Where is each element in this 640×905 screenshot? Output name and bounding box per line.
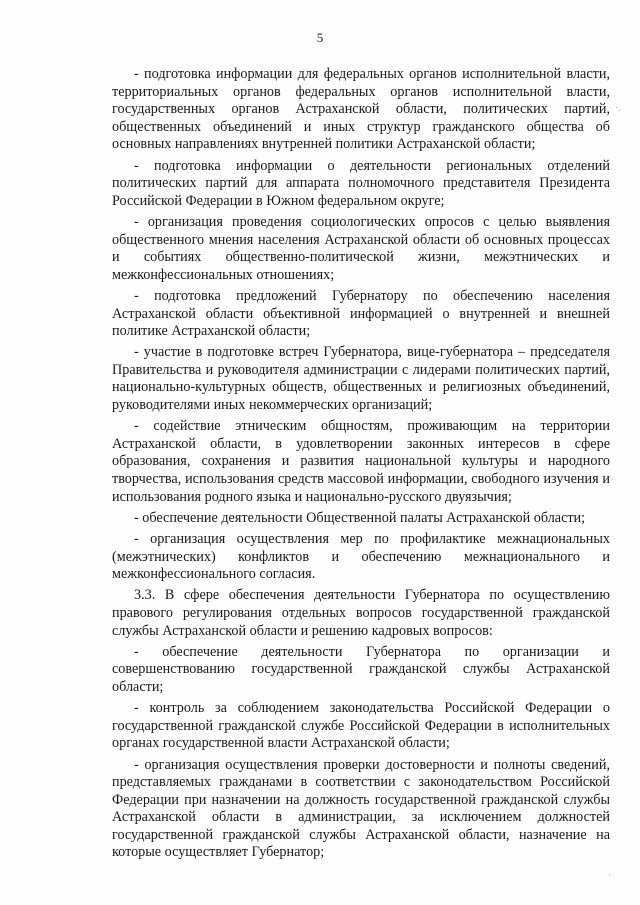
scan-artifact: · [611,475,615,486]
paragraph-party-info: - подготовка информации о деятельности региональных отделений политических партий для аппарата полномочного представителя Президента Российской Федерации в Южном федеральном округе; [112,157,610,209]
paragraph-verification: - организация осуществления проверки достоверности и полноты сведений, представляемых гражданами в соответствии с законодательством Российской Федерации при назначении на должность государственной гражданской службы Астраханской области в администрации, за исключением должностей государственной гражданской службы Астраханской области, назначение на которые осуществляет Губернатор; [112,756,610,861]
paragraph-federal-info: - подготовка информации для федеральных органов исполнительной власти, территориальных органов федеральных органов исполнительной власти, государственных органов Астраханской области, политических партий, общественных объединений и иных структур гражданского общества об основных направлениях внутренней политики Астраханской области; [112,66,610,153]
paragraph-meetings: - участие в подготовке встреч Губернатора, вице-губернатора – председателя Правительства и руководителя администрации с лидерами политических партий, национально-культурных обществ, общественных и религиозных объединений, руководителями иных некоммерческих организаций; [112,344,610,414]
paragraph-ethnic-communities: - содействие этническим общностям, проживающим на территории Астраханской области, в удовлетворении законных интересов в сфере образования, сохранения и развития национальной культуры и народного творчества, использования средств массовой информации, свободного изучения и использования родного языка и национально-русского двуязычия; [112,418,610,505]
paragraph-civil-service: - обеспечение деятельности Губернатора по организации и совершенствованию государственной гражданской службы Астраханской области; [112,643,610,695]
scan-artifact: ·. [615,103,621,114]
scan-artifact: · [608,871,612,882]
paragraph-legislation-control: - контроль за соблюдением законодательства Российской Федерации о государственной гражданской службе Российской Федерации в исполнительных органах государственной власти Астраханской области; [112,700,610,752]
paragraph-sociological-surveys: - организация проведения социологических опросов с целью выявления общественного мнения населения Астраханской области об основных процессах и событиях общественно-политической жизни, межэтнических и межконфессиональных отношениях; [112,213,610,283]
document-body [112,66,610,866]
paragraph-conflict-prevention: - организация осуществления мер по профилактике межнациональных (межэтнических) конфликтов и обеспечению межнационального и межконфессионального согласия. [112,531,610,583]
page-number: 5 [316,30,324,45]
paragraph-governor-proposals: - подготовка предложений Губернатору по обеспечению населения Астраханской области объективной информацией о внутренней и внешней политике Астраханской области; [112,287,610,340]
paragraph-public-chamber: - обеспечение деятельности Общественной палаты Астраханской области; [134,509,586,526]
section-3-3-heading: 3.3. В сфере обеспечения деятельности Губернатора по осуществлению правового регулирования отдельных вопросов государственной гражданской службы Астраханской области и решению кадровых вопросов: [112,587,610,639]
